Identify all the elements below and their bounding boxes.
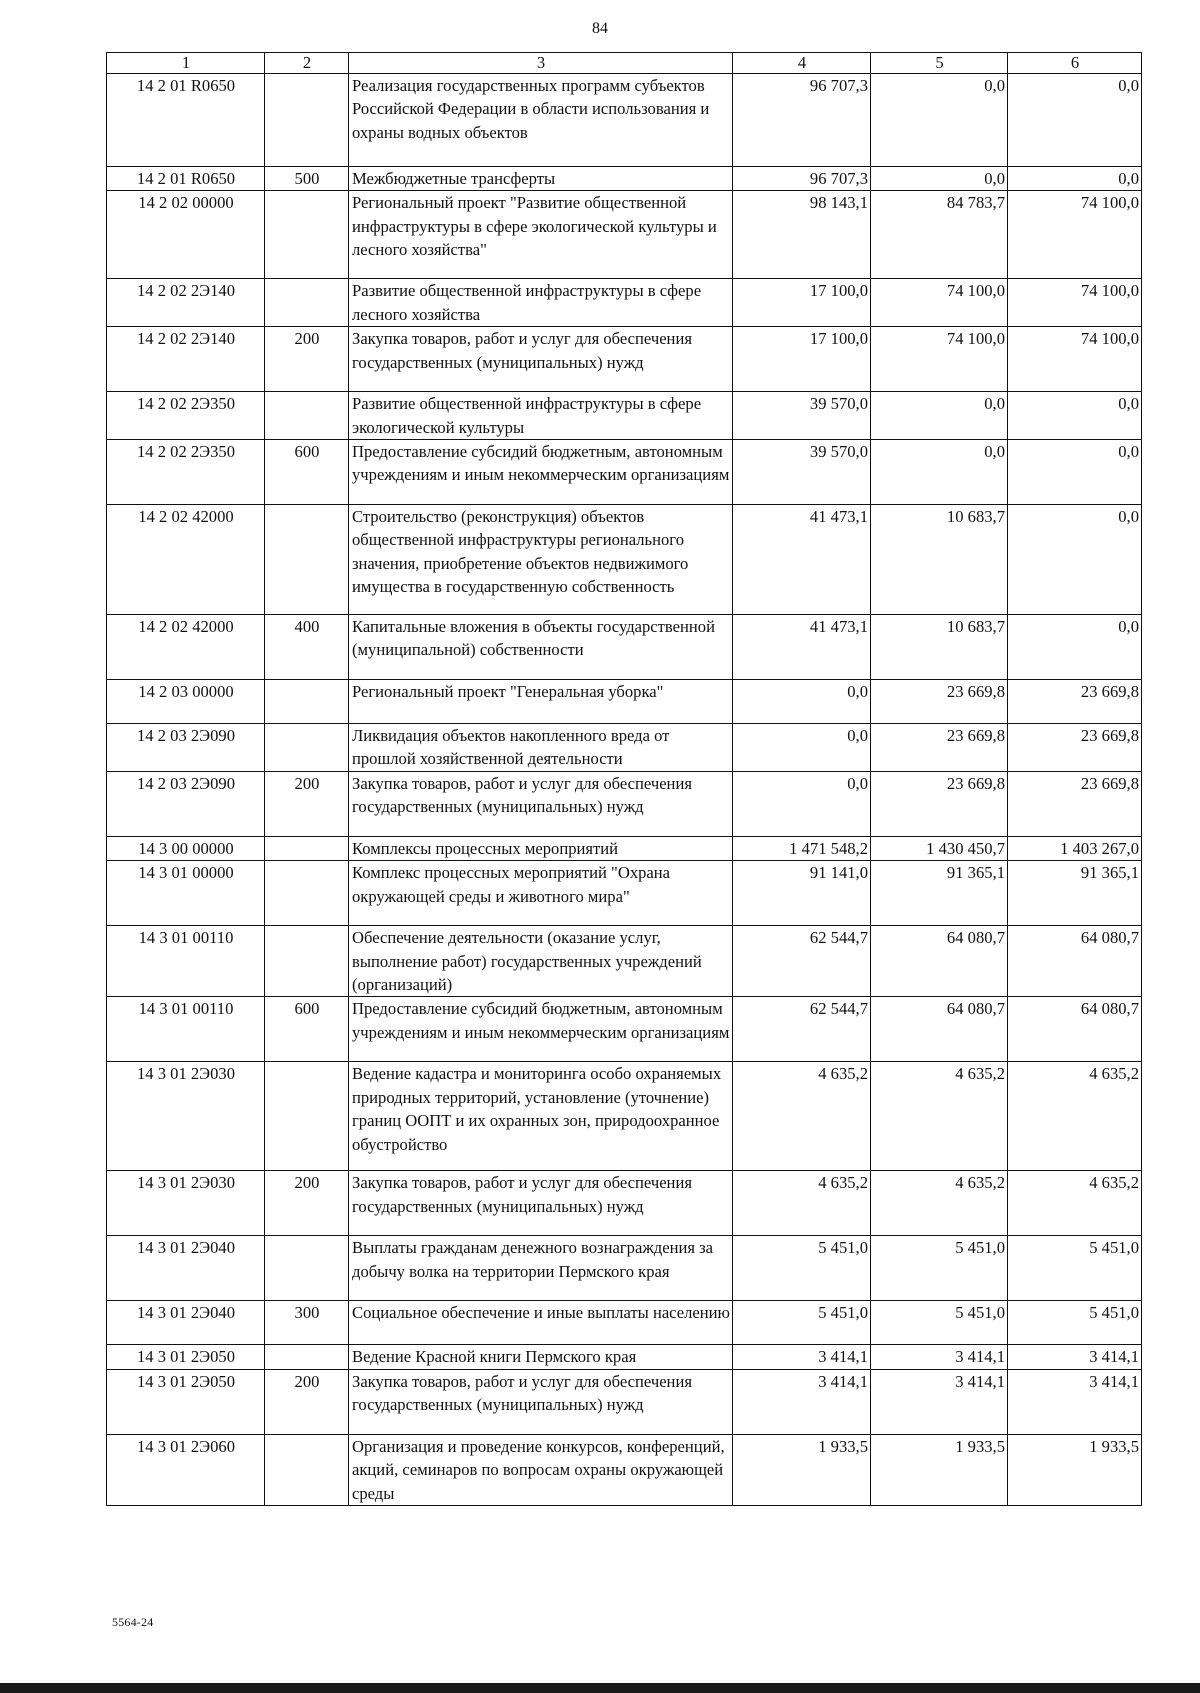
row-value-2026-cell: 0,0 — [1008, 392, 1142, 440]
row-code-cell: 14 2 02 42000 — [107, 505, 265, 615]
row-name-cell: Региональный проект "Развитие общественной инфраструктуры в сфере экологической культуры и лесного хозяйства" — [349, 191, 733, 279]
row-name-cell: Предоставление субсидий бюджетным, автономным учреждениям и иным некоммерческим организациям — [349, 997, 733, 1062]
row-value-2024-cell: 0,0 — [733, 771, 871, 836]
table-row — [107, 392, 1142, 440]
table-row — [107, 1434, 1142, 1505]
row-expense-type-cell — [265, 392, 349, 440]
row-value-2026-cell: 91 365,1 — [1008, 861, 1142, 926]
row-value-2024-cell: 3 414,1 — [733, 1345, 871, 1369]
row-name-cell: Ликвидация объектов накопленного вреда от прошлой хозяйственной деятельности — [349, 724, 733, 772]
row-value-2026-cell: 74 100,0 — [1008, 279, 1142, 327]
row-code-cell: 14 3 01 2Э050 — [107, 1369, 265, 1434]
row-value-2026-cell: 74 100,0 — [1008, 191, 1142, 279]
document-code: 5564-24 — [112, 1615, 154, 1629]
table-row — [107, 1171, 1142, 1236]
table-row — [107, 279, 1142, 327]
row-name-cell: Развитие общественной инфраструктуры в сфере экологической культуры — [349, 392, 733, 440]
row-code-cell: 14 3 01 2Э050 — [107, 1345, 265, 1369]
row-name-cell: Закупка товаров, работ и услуг для обеспечения государственных (муниципальных) нужд — [349, 327, 733, 392]
row-value-2026-cell: 23 669,8 — [1008, 771, 1142, 836]
row-name-cell: Социальное обеспечение и иные выплаты населению — [349, 1301, 733, 1345]
row-expense-type-cell: 500 — [265, 167, 349, 191]
table-row — [107, 771, 1142, 836]
column-header-1: 1 — [107, 53, 265, 74]
row-value-2024-cell: 0,0 — [733, 680, 871, 724]
row-name-cell: Закупка товаров, работ и услуг для обеспечения государственных (муниципальных) нужд — [349, 1369, 733, 1434]
row-name-cell: Предоставление субсидий бюджетным, автономным учреждениям и иным некоммерческим организациям — [349, 440, 733, 505]
row-code-cell: 14 2 02 2Э140 — [107, 279, 265, 327]
table-row — [107, 615, 1142, 680]
row-value-2024-cell: 0,0 — [733, 724, 871, 772]
row-code-cell: 14 3 01 00000 — [107, 861, 265, 926]
row-code-cell: 14 2 03 2Э090 — [107, 771, 265, 836]
row-expense-type-cell — [265, 1345, 349, 1369]
table-row — [107, 327, 1142, 392]
row-value-2025-cell: 74 100,0 — [871, 327, 1008, 392]
row-value-2025-cell: 3 414,1 — [871, 1369, 1008, 1434]
row-code-cell: 14 3 01 2Э060 — [107, 1434, 265, 1505]
row-value-2026-cell: 0,0 — [1008, 505, 1142, 615]
row-value-2024-cell: 4 635,2 — [733, 1171, 871, 1236]
row-expense-type-cell — [265, 1236, 349, 1301]
row-expense-type-cell — [265, 680, 349, 724]
row-code-cell: 14 3 01 2Э040 — [107, 1236, 265, 1301]
table-row — [107, 1062, 1142, 1171]
row-value-2026-cell: 23 669,8 — [1008, 724, 1142, 772]
row-value-2025-cell: 0,0 — [871, 392, 1008, 440]
row-name-cell: Комплексы процессных мероприятий — [349, 836, 733, 860]
row-value-2026-cell: 23 669,8 — [1008, 680, 1142, 724]
table-header-row — [107, 53, 1142, 74]
row-value-2025-cell: 10 683,7 — [871, 505, 1008, 615]
row-value-2024-cell: 5 451,0 — [733, 1236, 871, 1301]
scan-edge-bar — [0, 1683, 1200, 1693]
table-row — [107, 836, 1142, 860]
row-value-2026-cell: 64 080,7 — [1008, 926, 1142, 997]
row-value-2024-cell: 1 471 548,2 — [733, 836, 871, 860]
row-code-cell: 14 3 01 2Э030 — [107, 1171, 265, 1236]
table-row — [107, 505, 1142, 615]
row-value-2024-cell: 5 451,0 — [733, 1301, 871, 1345]
row-value-2025-cell: 1 430 450,7 — [871, 836, 1008, 860]
row-value-2026-cell: 0,0 — [1008, 615, 1142, 680]
row-name-cell: Комплекс процессных мероприятий "Охрана окружающей среды и животного мира" — [349, 861, 733, 926]
row-value-2024-cell: 98 143,1 — [733, 191, 871, 279]
row-value-2025-cell: 23 669,8 — [871, 771, 1008, 836]
row-value-2025-cell: 1 933,5 — [871, 1434, 1008, 1505]
row-expense-type-cell: 200 — [265, 327, 349, 392]
row-value-2026-cell: 64 080,7 — [1008, 997, 1142, 1062]
row-expense-type-cell — [265, 279, 349, 327]
row-value-2024-cell: 39 570,0 — [733, 392, 871, 440]
row-value-2024-cell: 62 544,7 — [733, 926, 871, 997]
table-row — [107, 1369, 1142, 1434]
table-row — [107, 1301, 1142, 1345]
row-value-2026-cell: 0,0 — [1008, 74, 1142, 167]
budget-table — [106, 52, 1142, 1506]
row-value-2025-cell: 5 451,0 — [871, 1236, 1008, 1301]
row-value-2026-cell: 0,0 — [1008, 440, 1142, 505]
row-value-2024-cell: 41 473,1 — [733, 505, 871, 615]
row-expense-type-cell: 400 — [265, 615, 349, 680]
row-value-2025-cell: 84 783,7 — [871, 191, 1008, 279]
table-row — [107, 1236, 1142, 1301]
table-row — [107, 440, 1142, 505]
row-code-cell: 14 2 02 2Э140 — [107, 327, 265, 392]
row-value-2026-cell: 1 933,5 — [1008, 1434, 1142, 1505]
row-value-2026-cell: 0,0 — [1008, 167, 1142, 191]
budget-table-body — [107, 53, 1142, 1506]
row-name-cell: Развитие общественной инфраструктуры в сфере лесного хозяйства — [349, 279, 733, 327]
row-value-2024-cell: 96 707,3 — [733, 74, 871, 167]
column-header-3: 3 — [349, 53, 733, 74]
row-value-2026-cell: 5 451,0 — [1008, 1301, 1142, 1345]
row-name-cell: Строительство (реконструкция) объектов общественной инфраструктуры регионального значения, приобретение объектов недвижимого имущества в государственную собственность — [349, 505, 733, 615]
row-value-2025-cell: 23 669,8 — [871, 724, 1008, 772]
row-value-2024-cell: 91 141,0 — [733, 861, 871, 926]
row-value-2024-cell: 62 544,7 — [733, 997, 871, 1062]
row-code-cell: 14 3 01 2Э030 — [107, 1062, 265, 1171]
row-name-cell: Региональный проект "Генеральная уборка" — [349, 680, 733, 724]
row-value-2025-cell: 3 414,1 — [871, 1345, 1008, 1369]
row-value-2024-cell: 39 570,0 — [733, 440, 871, 505]
row-code-cell: 14 3 01 00110 — [107, 997, 265, 1062]
row-value-2025-cell: 74 100,0 — [871, 279, 1008, 327]
row-expense-type-cell: 200 — [265, 1171, 349, 1236]
row-expense-type-cell — [265, 861, 349, 926]
row-value-2025-cell: 0,0 — [871, 167, 1008, 191]
row-value-2026-cell: 4 635,2 — [1008, 1062, 1142, 1171]
table-row — [107, 861, 1142, 926]
table-row — [107, 1345, 1142, 1369]
row-value-2026-cell: 74 100,0 — [1008, 327, 1142, 392]
row-value-2025-cell: 64 080,7 — [871, 926, 1008, 997]
row-value-2025-cell: 64 080,7 — [871, 997, 1008, 1062]
row-code-cell: 14 3 01 00110 — [107, 926, 265, 997]
row-code-cell: 14 2 02 2Э350 — [107, 440, 265, 505]
row-expense-type-cell — [265, 1062, 349, 1171]
row-expense-type-cell — [265, 1434, 349, 1505]
row-name-cell: Межбюджетные трансферты — [349, 167, 733, 191]
row-value-2025-cell: 23 669,8 — [871, 680, 1008, 724]
table-row — [107, 997, 1142, 1062]
column-header-4: 4 — [733, 53, 871, 74]
row-expense-type-cell — [265, 724, 349, 772]
row-expense-type-cell — [265, 191, 349, 279]
table-row — [107, 926, 1142, 997]
row-value-2024-cell: 4 635,2 — [733, 1062, 871, 1171]
row-expense-type-cell: 600 — [265, 440, 349, 505]
row-name-cell: Реализация государственных программ субъектов Российской Федерации в области использования и охраны водных объектов — [349, 74, 733, 167]
row-code-cell: 14 2 03 00000 — [107, 680, 265, 724]
row-expense-type-cell — [265, 505, 349, 615]
row-value-2026-cell: 5 451,0 — [1008, 1236, 1142, 1301]
row-value-2026-cell: 4 635,2 — [1008, 1171, 1142, 1236]
row-value-2025-cell: 91 365,1 — [871, 861, 1008, 926]
row-code-cell: 14 2 01 R0650 — [107, 167, 265, 191]
column-header-2: 2 — [265, 53, 349, 74]
row-code-cell: 14 2 02 00000 — [107, 191, 265, 279]
row-value-2026-cell: 3 414,1 — [1008, 1345, 1142, 1369]
row-value-2024-cell: 96 707,3 — [733, 167, 871, 191]
column-header-6: 6 — [1008, 53, 1142, 74]
row-value-2026-cell: 1 403 267,0 — [1008, 836, 1142, 860]
row-name-cell: Ведение кадастра и мониторинга особо охраняемых природных территорий, установление (уточнение) границ ООПТ и их охранных зон, природоохранное обустройство — [349, 1062, 733, 1171]
row-value-2025-cell: 5 451,0 — [871, 1301, 1008, 1345]
table-row — [107, 74, 1142, 167]
table-row — [107, 167, 1142, 191]
row-code-cell: 14 2 03 2Э090 — [107, 724, 265, 772]
table-row — [107, 191, 1142, 279]
row-value-2024-cell: 1 933,5 — [733, 1434, 871, 1505]
row-value-2025-cell: 4 635,2 — [871, 1062, 1008, 1171]
row-code-cell: 14 3 01 2Э040 — [107, 1301, 265, 1345]
row-expense-type-cell — [265, 926, 349, 997]
row-expense-type-cell — [265, 836, 349, 860]
row-code-cell: 14 2 01 R0650 — [107, 74, 265, 167]
row-name-cell: Обеспечение деятельности (оказание услуг, выполнение работ) государственных учреждений (организаций) — [349, 926, 733, 997]
row-expense-type-cell: 600 — [265, 997, 349, 1062]
page-number: 84 — [592, 20, 608, 37]
table-row — [107, 724, 1142, 772]
row-value-2026-cell: 3 414,1 — [1008, 1369, 1142, 1434]
row-value-2025-cell: 4 635,2 — [871, 1171, 1008, 1236]
row-name-cell: Организация и проведение конкурсов, конференций, акций, семинаров по вопросам охраны окружающей среды — [349, 1434, 733, 1505]
row-code-cell: 14 2 02 2Э350 — [107, 392, 265, 440]
row-expense-type-cell — [265, 74, 349, 167]
row-value-2024-cell: 17 100,0 — [733, 279, 871, 327]
row-expense-type-cell: 200 — [265, 771, 349, 836]
row-value-2025-cell: 0,0 — [871, 440, 1008, 505]
row-value-2024-cell: 41 473,1 — [733, 615, 871, 680]
row-name-cell: Закупка товаров, работ и услуг для обеспечения государственных (муниципальных) нужд — [349, 771, 733, 836]
row-name-cell: Капитальные вложения в объекты государственной (муниципальной) собственности — [349, 615, 733, 680]
row-name-cell: Выплаты гражданам денежного вознаграждения за добычу волка на территории Пермского края — [349, 1236, 733, 1301]
row-value-2025-cell: 10 683,7 — [871, 615, 1008, 680]
column-header-5: 5 — [871, 53, 1008, 74]
row-expense-type-cell: 200 — [265, 1369, 349, 1434]
row-expense-type-cell: 300 — [265, 1301, 349, 1345]
row-value-2025-cell: 0,0 — [871, 74, 1008, 167]
row-value-2024-cell: 3 414,1 — [733, 1369, 871, 1434]
row-value-2024-cell: 17 100,0 — [733, 327, 871, 392]
row-name-cell: Закупка товаров, работ и услуг для обеспечения государственных (муниципальных) нужд — [349, 1171, 733, 1236]
row-code-cell: 14 3 00 00000 — [107, 836, 265, 860]
row-name-cell: Ведение Красной книги Пермского края — [349, 1345, 733, 1369]
row-code-cell: 14 2 02 42000 — [107, 615, 265, 680]
table-row — [107, 680, 1142, 724]
